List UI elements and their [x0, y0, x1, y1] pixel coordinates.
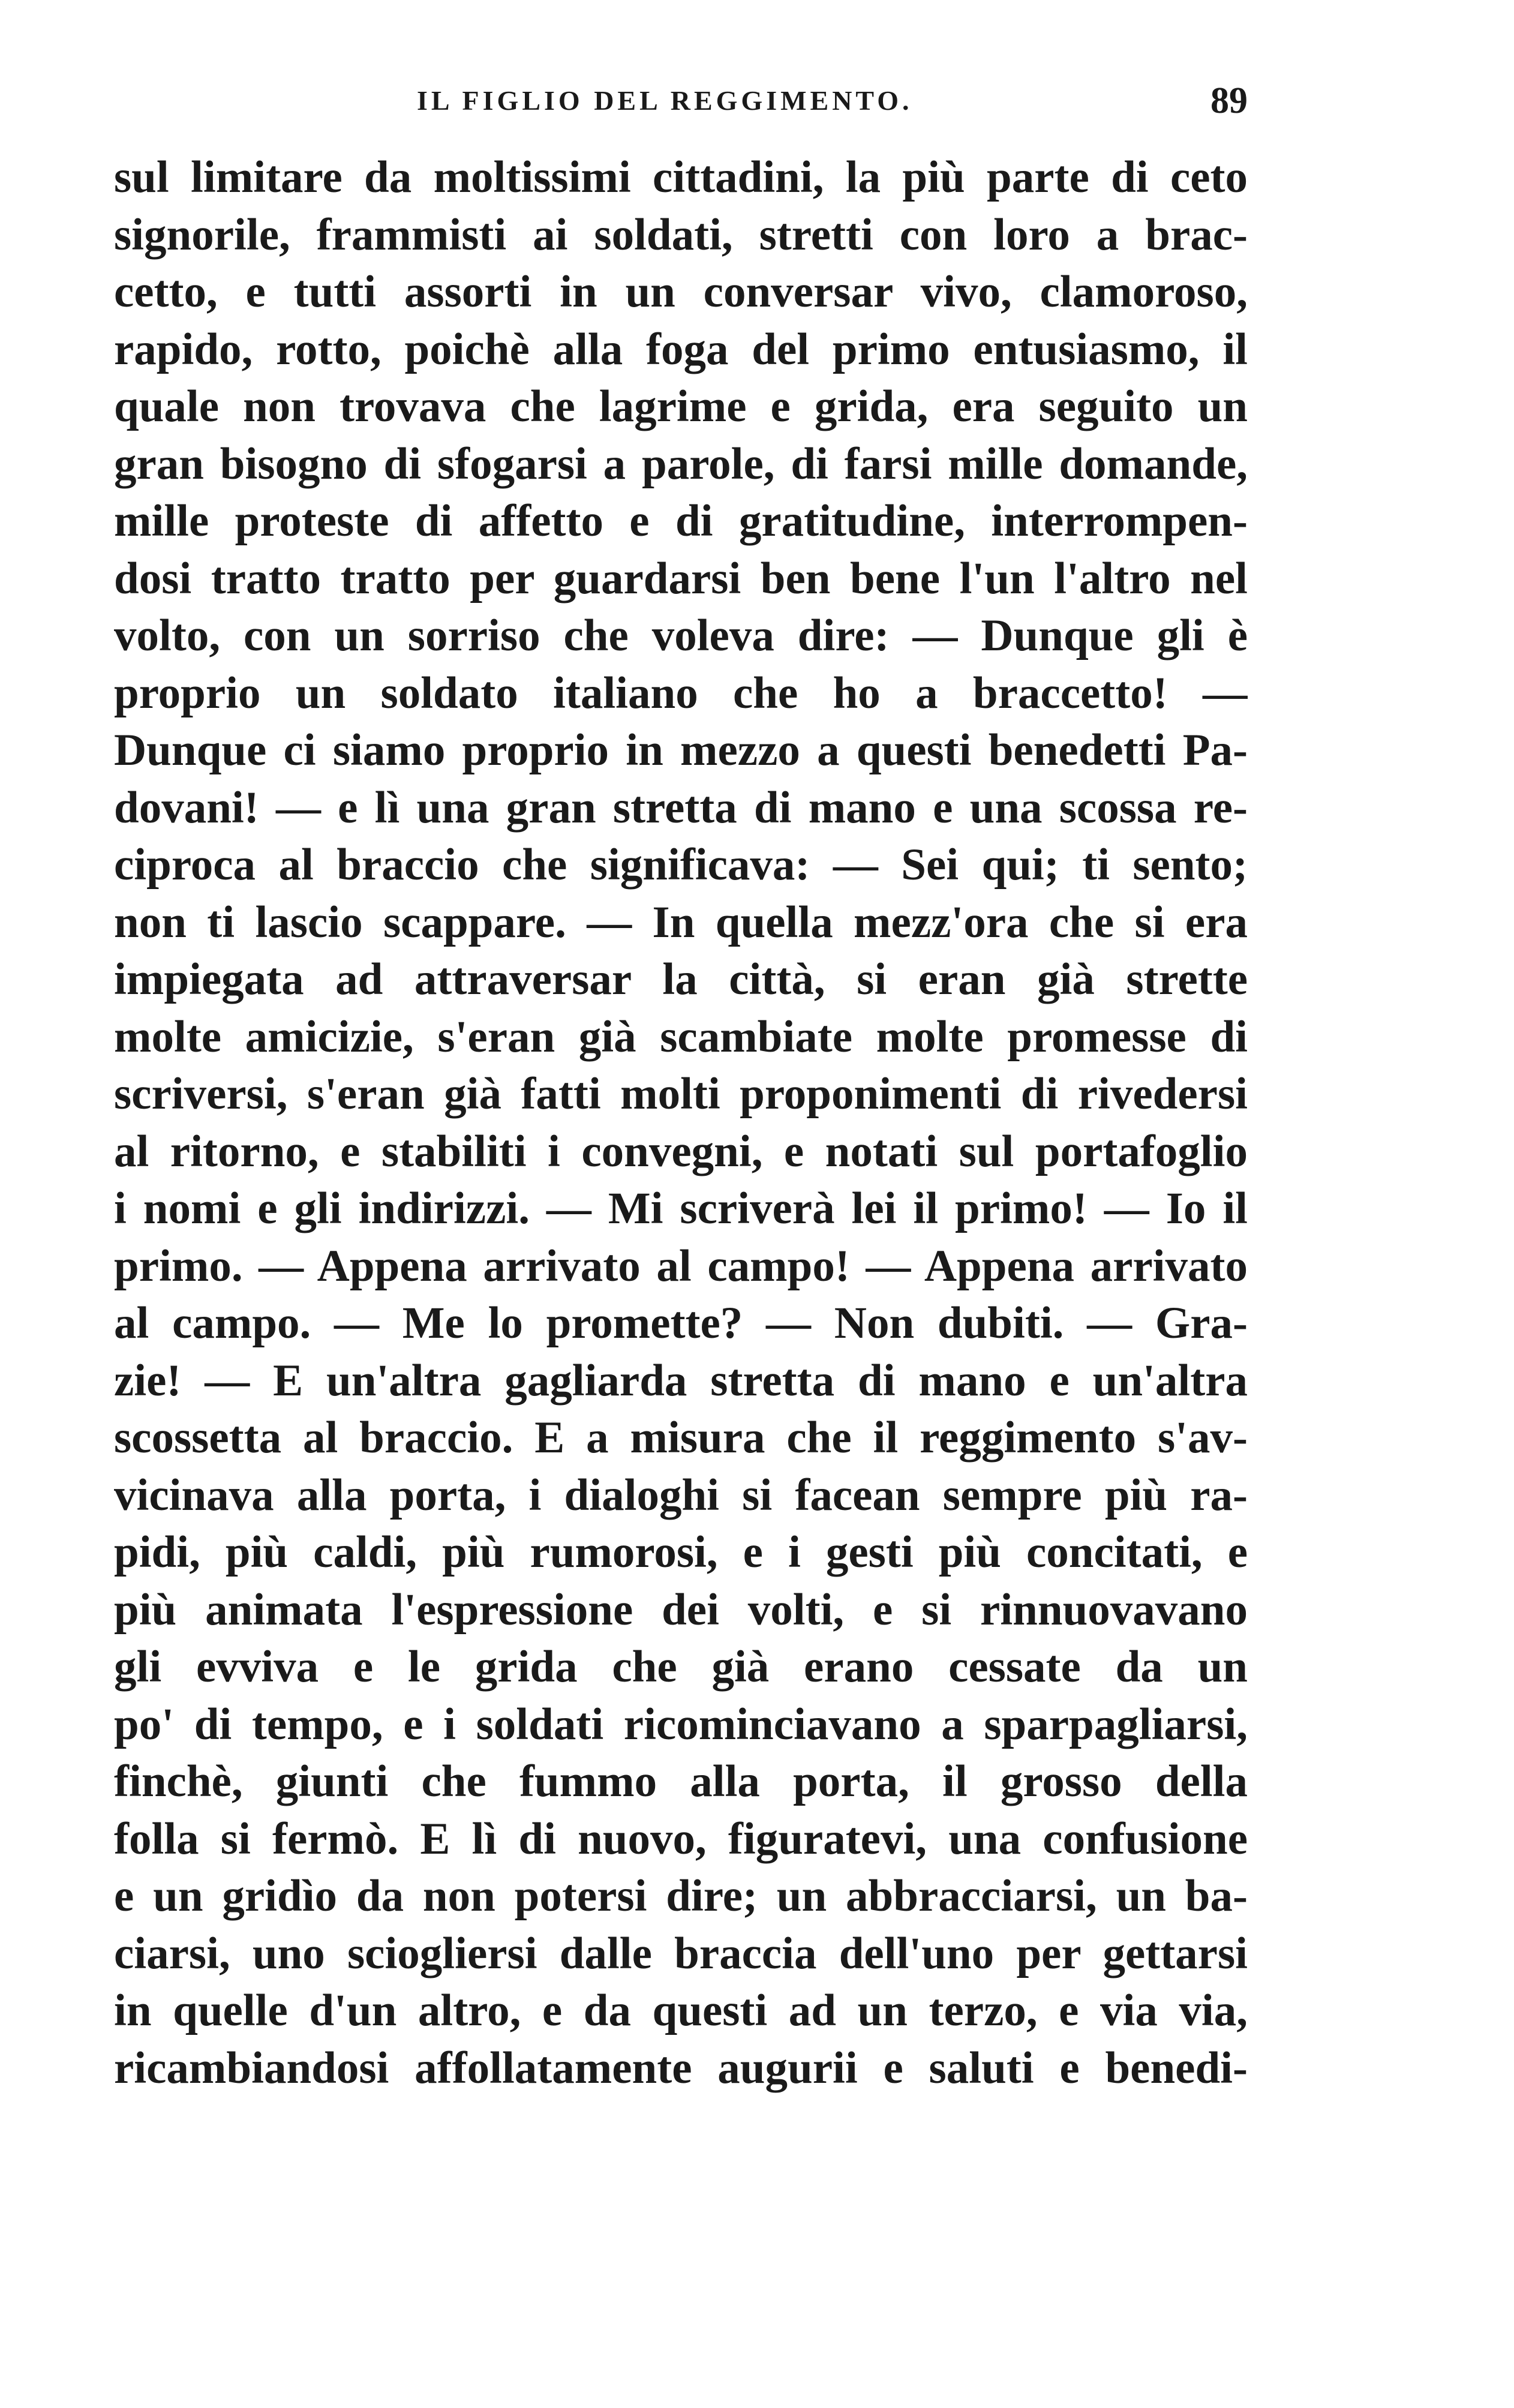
text-line: signorile, frammisti ai soldati, stretti con loro a brac- [114, 209, 1248, 260]
text-line: al ritorno, e stabiliti i convegni, e notati sul portafoglio [114, 1126, 1248, 1176]
text-line: mille proteste di affetto e di gratitudine, interrompen- [114, 496, 1248, 546]
text-line: pidi, più caldi, più rumorosi, e i gesti più concitati, e [114, 1527, 1248, 1577]
text-line: zie! — E un'altra gagliarda stretta di mano e un'altra [114, 1355, 1248, 1406]
text-line: scriversi, s'eran già fatti molti proponimenti di rivedersi [114, 1069, 1248, 1119]
text-line: gran bisogno di sfogarsi a parole, di farsi mille domande, [114, 439, 1248, 489]
text-line: ricambiandosi affollatamente augurii e saluti e benedi- [114, 2043, 1248, 2093]
text-line: dosi tratto tratto per guardarsi ben bene l'un l'altro nel [114, 553, 1248, 603]
body-text [114, 149, 1248, 2097]
text-line: molte amicizie, s'eran già scambiate molte promesse di [114, 1011, 1248, 1062]
text-line: ciarsi, uno sciogliersi dalle braccia dell'uno per gettarsi [114, 1928, 1248, 1978]
text-line: scossetta al braccio. E a misura che il reggimento s'av- [114, 1413, 1248, 1463]
text-line: vicinava alla porta, i dialoghi si facean sempre più ra- [114, 1470, 1248, 1520]
text-line: impiegata ad attraversar la città, si eran già strette [114, 954, 1248, 1004]
text-line: proprio un soldato italiano che ho a braccetto! — [114, 668, 1248, 718]
text-line: cetto, e tutti assorti in un conversar vivo, clamoroso, [114, 267, 1248, 317]
text-line: Dunque ci siamo proprio in mezzo a questi benedetti Pa- [114, 725, 1248, 775]
text-line: non ti lascio scappare. — In quella mezz'ora che si era [114, 897, 1248, 947]
text-line: po' di tempo, e i soldati ricominciavano a sparpagliarsi, [114, 1699, 1248, 1749]
text-line: sul limitare da moltissimi cittadini, la più parte di ceto [114, 152, 1248, 202]
text-line: dovani! — e lì una gran stretta di mano e una scossa re- [114, 782, 1248, 833]
text-line: primo. — Appena arrivato al campo! — Appena arrivato [114, 1241, 1248, 1291]
text-line: gli evviva e le grida che già erano cessate da un [114, 1642, 1248, 1692]
page-header [114, 77, 1248, 125]
text-line: più animata l'espressione dei volti, e si rinnuovavano [114, 1584, 1248, 1635]
text-line: in quelle d'un altro, e da questi ad un terzo, e via via, [114, 1986, 1248, 2035]
running-title: IL FIGLIO DEL REGGIMENTO. [417, 85, 913, 116]
text-line: volto, con un sorriso che voleva dire: — Dunque gli è [114, 611, 1248, 660]
text-line: al campo. — Me lo promette? — Non dubiti. — Gra- [114, 1298, 1248, 1348]
text-line: finchè, giunti che fummo alla porta, il grosso della [114, 1757, 1248, 1806]
text-line: i nomi e gli indirizzi. — Mi scriverà lei il primo! — Io il [114, 1184, 1248, 1233]
text-line: quale non trovava che lagrime e grida, era seguito un [114, 382, 1248, 431]
text-line: rapido, rotto, poichè alla foga del primo entusiasmo, il [114, 324, 1248, 374]
text-line: folla si fermò. E lì di nuovo, figuratevi, una confusione [114, 1813, 1248, 1864]
text-line: ciproca al braccio che significava: — Sei qui; ti sento; [114, 840, 1248, 890]
page-number: 89 [1210, 80, 1248, 121]
text-line: e un gridìo da non potersi dire; un abbracciarsi, un ba- [114, 1871, 1248, 1921]
